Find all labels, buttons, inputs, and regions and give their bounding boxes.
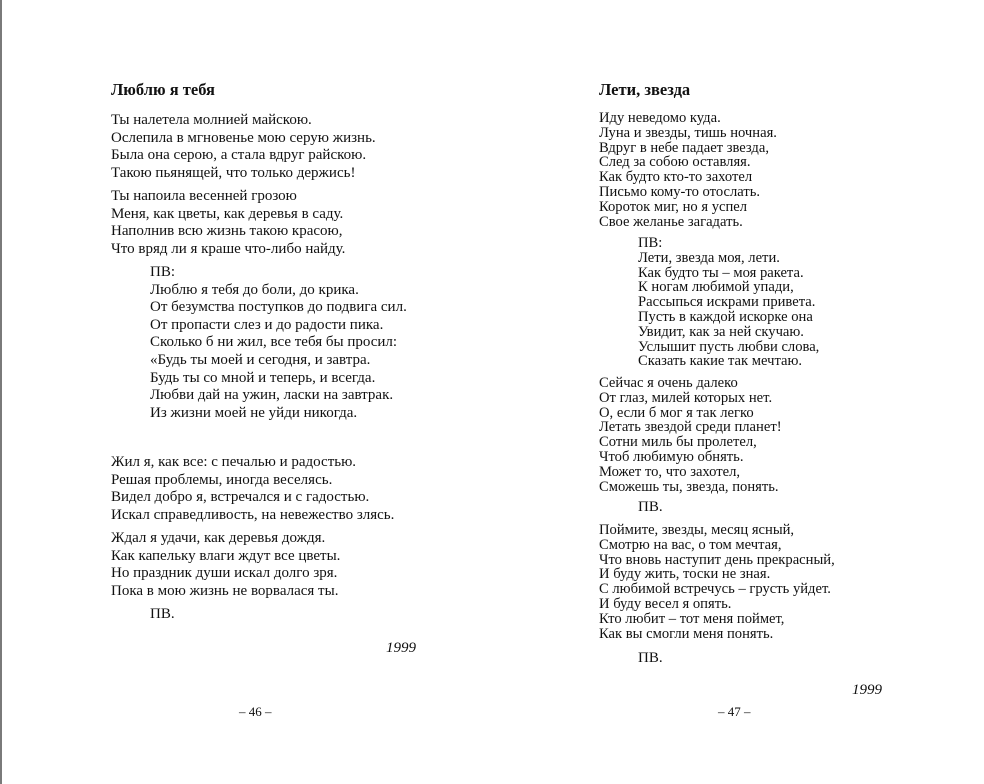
poem-line: Иду неведомо куда. (599, 110, 721, 126)
refrain-label: ПВ: (150, 264, 176, 280)
stanza (111, 112, 376, 182)
poem-line: Сейчас я очень далеко (599, 375, 738, 391)
poem-line: «Будь ты моей и сегодня, и завтра. (150, 351, 371, 368)
poem-line: И буду жить, тоски не зная. (599, 566, 771, 583)
stanza (111, 530, 340, 600)
poem-line: Из жизни моей не уйди никогда. (150, 404, 358, 421)
poem-line: Что вновь наступит день прекрасный, (599, 551, 835, 568)
page-number: – 47 – (718, 704, 751, 719)
poem-line: Увидит, как за ней скучаю. (638, 323, 804, 340)
poem-line: Наполнив всю жизнь такою красою, (111, 223, 343, 240)
refrain-stanza (638, 236, 819, 369)
poem-line: С любимой встречусь – грусть уйдет. (599, 581, 831, 598)
poem-line: Поймите, звезды, месяц ясный, (599, 522, 795, 538)
poem-line: От пропасти слез и до радости пика. (150, 316, 384, 333)
year: 1999 (852, 682, 882, 698)
right-page (492, 0, 982, 784)
poem-line: Ждал я удачи, как деревья дождя. (111, 530, 326, 546)
poem-line: От безумства поступков до подвига сил. (150, 299, 407, 316)
refrain-label: ПВ. (638, 650, 663, 666)
page-number: – 46 – (239, 704, 272, 719)
refrain-stanza (150, 264, 407, 422)
poem-line: Как капельку влаги ждут все цветы. (111, 547, 341, 564)
poem-line: Пока в мою жизнь не ворвалася ты. (111, 582, 339, 599)
stanza (599, 523, 835, 641)
refrain-label: ПВ: (638, 235, 663, 251)
stanza (599, 376, 782, 494)
poem-line: Сколько б ни жил, все тебя бы просил: (150, 334, 398, 351)
poem-line: Свое желанье загадать. (599, 213, 743, 230)
poem-line: Жил я, как все: с печалью и радостью. (111, 454, 357, 470)
poem-line: Сможешь ты, звезда, понять. (599, 478, 779, 495)
poem-line: Чтоб любимую обнять. (599, 448, 744, 465)
poem-line: Сотни миль бы пролетел, (599, 434, 757, 451)
poem-title: Люблю я тебя (111, 80, 215, 99)
poem-line: Пусть в каждой искорке она (638, 308, 813, 325)
poem-line: Ты налетела молнией майскою. (111, 112, 312, 128)
poem-line: Смотрю на вас, о том мечтая, (599, 536, 782, 553)
poem-line: От глаз, милей которых нет. (599, 389, 773, 406)
poem-line: Сказать какие так мечтаю. (638, 353, 803, 370)
refrain-label: ПВ. (150, 606, 175, 622)
poem-line: Как вы смогли меня понять. (599, 625, 774, 642)
poem-line: Но праздник души искал долго зря. (111, 565, 338, 582)
poem-line: Рассыпься искрами привета. (638, 294, 816, 311)
poem-line: Как будто кто-то захотел (599, 169, 753, 186)
poem-line: Что вряд ли я краше что-либо найду. (111, 240, 346, 257)
poem-line: След за собою оставляя. (599, 154, 751, 171)
poem-line: Любви дай на ужин, ласки на завтрак. (150, 387, 394, 404)
poem-line: Меня, как цветы, как деревья в саду. (111, 205, 344, 222)
poem-line: Видел добро я, встречался и с гадостью. (111, 489, 370, 506)
poem-line: Была она серою, а стала вдруг райскою. (111, 147, 367, 164)
year: 1999 (386, 640, 416, 656)
stanza (111, 188, 345, 258)
poem-line: Услышит пусть любви слова, (638, 338, 820, 355)
stanza (111, 454, 394, 524)
poem-line: О, если б мог я так легко (599, 404, 754, 421)
poem-line: Летать звездой среди планет! (599, 419, 782, 436)
poem-line: Люблю я тебя до боли, до крика. (150, 281, 359, 298)
poem-line: Решая проблемы, иногда веселясь. (111, 471, 333, 488)
poem-line: И буду весел я опять. (599, 595, 732, 612)
poem-line: Ты напоила весенней грозою (111, 188, 297, 204)
poem-line: Такою пьянящей, что только держись! (111, 164, 356, 181)
poem-line: Луна и звезды, тишь ночная. (599, 124, 777, 141)
poem-line: Кто любит – тот меня поймет, (599, 610, 785, 627)
stanza (599, 111, 777, 229)
poem-line: Письмо кому-то отослать. (599, 183, 761, 200)
poem-line: Может то, что захотел, (599, 463, 741, 480)
poem-line: Вдруг в небе падает звезда, (599, 139, 769, 156)
poem-line: Лети, звезда моя, лети. (638, 249, 780, 266)
left-page (2, 0, 492, 784)
poem-line: Ослепила в мгновенье мою серую жизнь. (111, 129, 376, 146)
poem-line: Короток миг, но я успел (599, 198, 748, 215)
poem-title: Лети, звезда (599, 80, 691, 99)
poem-line: Искал справедливость, на невежество злясь. (111, 506, 395, 523)
poem-line: К ногам любимой упади, (638, 279, 794, 296)
poem-line: Как будто ты – моя ракета. (638, 264, 804, 281)
refrain-label: ПВ. (638, 499, 663, 515)
poem-line: Будь ты со мной и теперь, и всегда. (150, 369, 376, 386)
